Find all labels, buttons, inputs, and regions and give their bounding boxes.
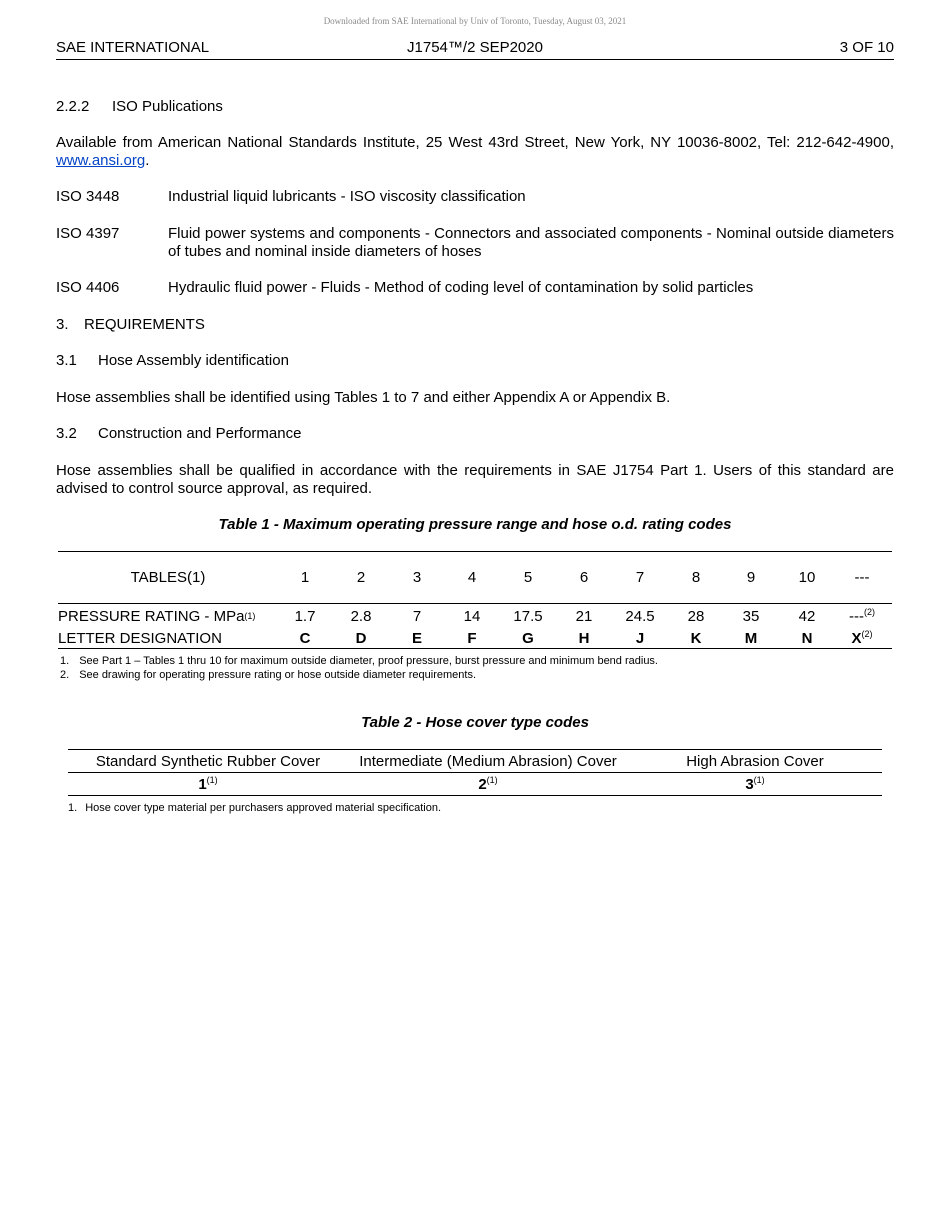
- table-1-note: 2. See drawing for operating pressure rating or hose outside diameter requirements.: [60, 669, 477, 681]
- table-1-pressure-cell: 2.8: [350, 608, 372, 625]
- header-publisher: SAE INTERNATIONAL: [56, 39, 210, 56]
- table-1-note: 1. See Part 1 – Tables 1 thru 10 for maximum outside diameter, proof pressure, burst pressure and minimum bend radius.: [60, 655, 658, 667]
- table-1-pressure-cell: 21: [575, 608, 593, 625]
- reference-code: ISO 4397: [56, 225, 120, 242]
- table-1-column-header: 8: [691, 569, 701, 586]
- section-2-2-2-title: ISO Publications: [112, 98, 223, 115]
- table-1-pressure-cell: 35: [742, 608, 760, 625]
- table-1-pressure-cell: 1.7: [294, 608, 316, 625]
- header-page-number: 3 OF 10: [839, 39, 894, 56]
- table-1-letter-cell: $X^{(2)}$: [851, 629, 873, 647]
- table-1-pressure-cell: 14: [463, 608, 481, 625]
- table-1-pressure-cell: 28: [687, 608, 705, 625]
- table-1-column-header: 4: [467, 569, 477, 586]
- reference-code: ISO 4406: [56, 279, 120, 296]
- table-1-letter-cell: G: [522, 630, 534, 647]
- table-1-letter-cell: N: [801, 630, 813, 647]
- table-1-pressure-row-label: PRESSURE RATING - MPa$^{(1)}$: [58, 608, 256, 625]
- table-1-letter-cell: H: [578, 630, 590, 647]
- table-2-note: 1. Hose cover type material per purchasers approved material specification.: [68, 802, 442, 814]
- section-3-2-number: 3.2: [56, 425, 77, 442]
- table-1-column-header: 10: [798, 569, 816, 586]
- reference-title: Fluid power systems and components - Connectors and associated components - Nominal outside diameters of tubes and nominal inside diameters of hoses: [168, 225, 894, 260]
- table-1-pressure-cell: 17.5: [513, 608, 543, 625]
- table-1-column-header: 6: [579, 569, 589, 586]
- table-2-header-standard: Standard Synthetic Rubber Cover: [95, 753, 321, 770]
- table-2-header-rule: [68, 772, 882, 773]
- section-3-2-title: Construction and Performance: [98, 425, 302, 442]
- table-1-caption: Table 1 - Maximum operating pressure range and hose o.d. rating codes: [218, 516, 732, 533]
- table-1-pressure-cell: 7: [412, 608, 422, 625]
- reference-code: ISO 3448: [56, 188, 120, 205]
- table-1-pressure-cell: 24.5: [625, 608, 655, 625]
- header-rule: [56, 59, 894, 60]
- table-1-top-rule: [58, 551, 892, 552]
- table-2-code-standard: 1$^{(1)}$: [198, 775, 218, 793]
- table-1-pressure-cell: ---$^{(2)}$: [849, 607, 875, 625]
- section-3-1-paragraph: Hose assemblies shall be identified using Tables 1 to 7 and either Appendix A or Appendix B.: [56, 389, 671, 406]
- table-1-letter-cell: F: [467, 630, 477, 647]
- table-1-letter-cell: J: [635, 630, 645, 647]
- table-1-column-header: ---: [854, 569, 870, 586]
- availability-period: .: [145, 152, 150, 169]
- table-1-column-header: 5: [523, 569, 533, 586]
- reference-title: Industrial liquid lubricants - ISO viscosity classification: [168, 188, 526, 205]
- table-1-bottom-rule: [58, 648, 892, 649]
- table-1-pressure-cell: 42: [798, 608, 816, 625]
- table-1-column-header: 7: [635, 569, 645, 586]
- table-1-header-label: TABLES(1): [130, 569, 206, 586]
- table-1-letter-cell: D: [355, 630, 367, 647]
- table-1-letter-cell: K: [690, 630, 702, 647]
- table-2-header-high-abrasion: High Abrasion Cover: [686, 753, 824, 770]
- table-2-caption: Table 2 - Hose cover type codes: [361, 714, 589, 731]
- section-3-number: 3.: [56, 316, 69, 333]
- section-3-title: REQUIREMENTS: [84, 316, 205, 333]
- table-2-top-rule: [68, 749, 882, 750]
- table-1-column-header: 3: [412, 569, 422, 586]
- table-2-code-high-abrasion: 3$^{(1)}$: [745, 775, 765, 793]
- section-3-1-number: 3.1: [56, 352, 77, 369]
- table-1-column-header: 1: [300, 569, 310, 586]
- table-1-letter-cell: M: [744, 630, 758, 647]
- table-1-letter-cell: E: [411, 630, 422, 647]
- section-3-1-title: Hose Assembly identification: [98, 352, 289, 369]
- ansi-link[interactable]: www.ansi.org: [56, 152, 146, 169]
- download-watermark: Downloaded from SAE International by Univ of Toronto, Tuesday, August 03, 2021: [323, 16, 627, 26]
- table-2-header-intermediate: Intermediate (Medium Abrasion) Cover: [359, 753, 617, 770]
- table-2-bottom-rule: [68, 795, 882, 796]
- availability-text: Available from American National Standards Institute, 25 West 43rd Street, New York, NY 10036-8002, Tel: 212-642-4900,: [56, 134, 894, 151]
- section-3-2-paragraph: Hose assemblies shall be qualified in accordance with the requirements in SAE J1754 Part 1. Users of this standard are advised to control source approval, as required.: [56, 462, 894, 497]
- section-2-2-2-number: 2.2.2: [56, 98, 90, 115]
- table-1-column-header: 9: [746, 569, 756, 586]
- reference-title: Hydraulic fluid power - Fluids - Method of coding level of contamination by solid particles: [168, 279, 754, 296]
- table-1-column-header: 2: [356, 569, 366, 586]
- table-1-header-rule: [58, 603, 892, 604]
- availability-paragraph: [56, 134, 894, 170]
- table-2-code-intermediate: 2$^{(1)}$: [478, 775, 498, 793]
- table-1-letter-cell: C: [299, 630, 311, 647]
- table-1-letter-row-label: LETTER DESIGNATION: [58, 630, 222, 647]
- header-document-number: J1754™/2 SEP2020: [407, 39, 543, 56]
